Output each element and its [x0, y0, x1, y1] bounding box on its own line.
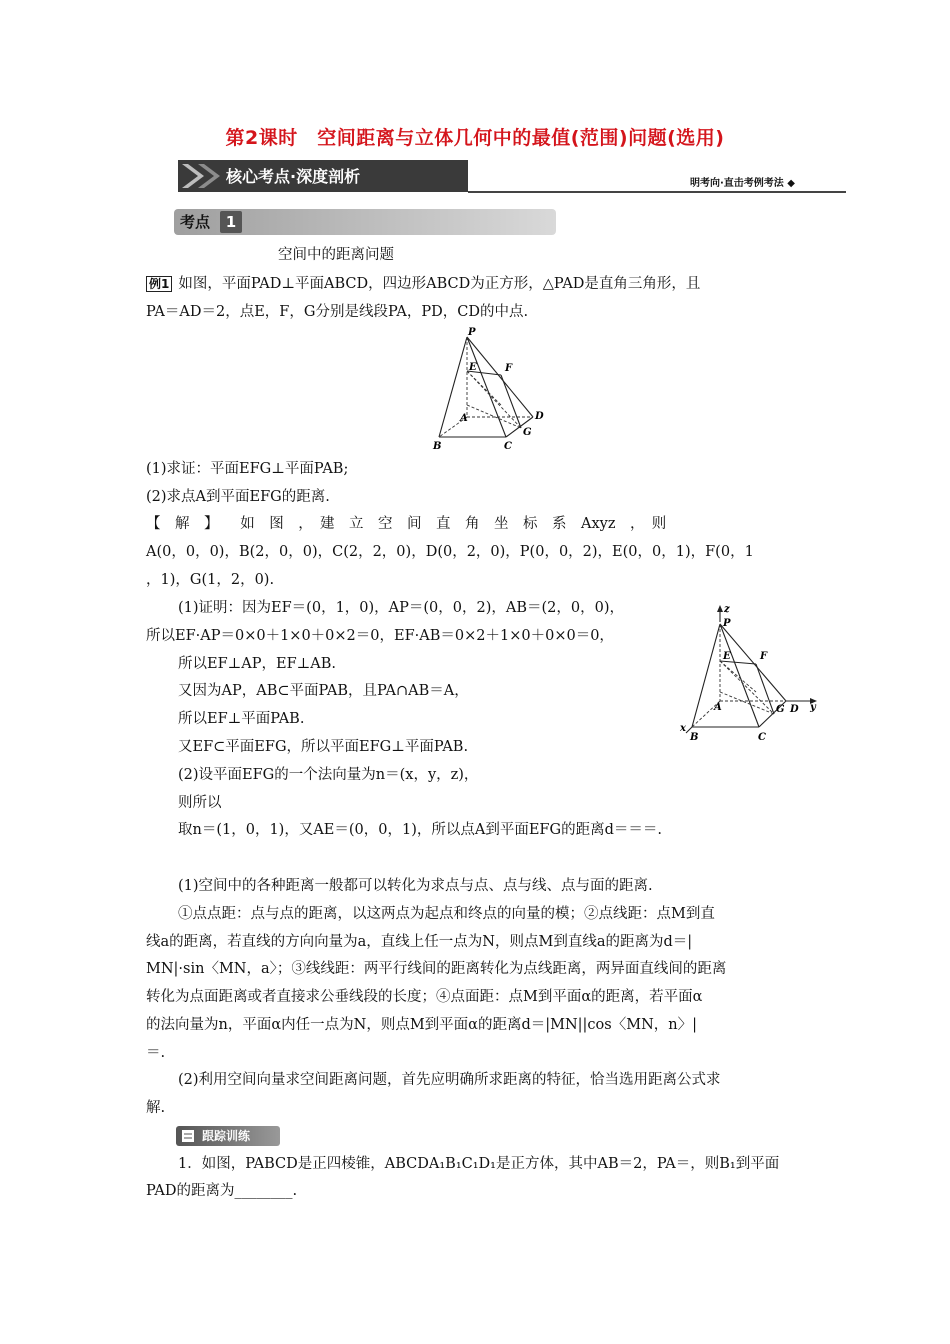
fig1-label-C: C [504, 441, 512, 452]
practice-q1a: 1．如图，PABCD是正四棱锥，ABCDA₁B₁C₁D₁是正方体，其中AB＝2，PA＝，则B₁到平面 [178, 1156, 780, 1172]
solution-p2: 所以EF·AP＝0×0＋1×0＋0×2＝0，EF·AB＝0×2＋1×0＋0×0＝0， [146, 628, 614, 644]
fig1-label-D: D [535, 411, 544, 422]
fig2-label-A: A [714, 702, 722, 713]
summary-s3: 线a的距离，若直线的方向向量为a，直线上任一点为N，则点M到直线a的距离为d＝| [146, 934, 693, 950]
solution-p3: 所以EF⊥AP，EF⊥AB. [178, 656, 337, 672]
fig1-label-P: P [468, 327, 476, 338]
summary-s5: 转化为点面距离或者直接求公垂线段的长度；④点面距：点M到平面α的距离，若平面α [146, 989, 703, 1005]
fig1-label-E: E [469, 362, 477, 373]
example-badge: 例1 [146, 276, 172, 292]
solution-line-1: 【 解 】 如 图 ， 建 立 空 间 直 角 坐 标 系 Axyz ， 则 [146, 516, 667, 532]
fig2-label-x: x [680, 723, 686, 734]
notebook-icon [181, 1129, 197, 1143]
fig2-label-G: G [776, 704, 785, 715]
example-q1: (1)求证：平面EFG⊥平面PAB; [146, 461, 349, 477]
practice-q1b: PAD的距离为________. [146, 1183, 298, 1199]
banner-text: 核心考点·深度剖析 [226, 167, 361, 186]
fig2-label-E: E [723, 651, 731, 662]
summary-s2: ①点点距：点与点的距离，以这两点为起点和终点的向量的模；②点线距：点M到直 [178, 906, 715, 922]
solution-p9: 取n＝(1，0，1)，又AE＝(0，0，1)，所以点A到平面EFG的距离d＝＝＝. [178, 822, 662, 838]
fig1-label-G: G [523, 427, 532, 438]
summary-s1: (1)空间中的各种距离一般都可以转化为求点与点、点与线、点与面的距离. [178, 878, 653, 894]
kaodian-topic: 空间中的距离问题 [278, 247, 394, 263]
summary-s4: MN|·sin〈MN，a〉；③线线距：两平行线间的距离转化为点线距离，两异面直线间的距离 [146, 961, 727, 977]
solution-line-2: A(0，0，0)，B(2，0，0)，C(2，2，0)，D(0，2，0)，P(0，0，2)，E(0，0，1)，F(0，1 [146, 544, 754, 560]
example-line-2: PA＝AD＝2，点E，F，G分别是线段PA，PD，CD的中点. [146, 304, 529, 320]
fig1-label-A: A [460, 413, 468, 424]
summary-s8: (2)利用空间向量求空间距离问题，首先应明确所求距离的特征，恰当选用距离公式求 [178, 1072, 721, 1088]
solution-p5: 所以EF⊥平面PAB. [178, 711, 305, 727]
summary-s7: ＝. [146, 1045, 166, 1061]
solution-p6: 又EF⊂平面EFG，所以平面EFG⊥平面PAB. [178, 739, 469, 755]
practice-label: 跟踪训练 [176, 1126, 280, 1146]
pyramid-figure [425, 325, 555, 455]
fig1-label-B: B [433, 441, 442, 452]
fig1-label-F: F [505, 363, 513, 374]
kaodian-number: 1 [220, 211, 242, 233]
page-title: 第2课时 空间距离与立体几何中的最值(范围)问题(选用) [225, 127, 725, 149]
solution-p4: 又因为AP，AB⊂平面PAB，且PA∩AB＝A， [178, 683, 469, 699]
coordinate-figure [678, 602, 823, 747]
banner-rule [468, 191, 846, 193]
solution-p7: (2)设平面EFG的一个法向量为n＝(x，y，z)， [178, 767, 479, 783]
solution-p8: 则所以 [178, 795, 222, 811]
banner-subtitle: 明考向·直击考例考法 ◆ [690, 178, 795, 189]
fig2-label-z: z [724, 604, 730, 615]
example-line-1: 例1 如图，平面PAD⊥平面ABCD，四边形ABCD为正方形，△PAD是直角三角形，且 [146, 274, 806, 294]
fig2-label-P: P [723, 618, 731, 629]
solution-p1: (1)证明：因为EF＝(0，1，0)，AP＝(0，0，2)，AB＝(2，0，0)， [178, 600, 625, 616]
solution-line-3: ，1)，G(1，2，0). [146, 572, 275, 588]
fig2-label-y: y [810, 702, 816, 713]
kaodian-label: 考点 [180, 213, 211, 231]
summary-s9: 解. [146, 1100, 166, 1116]
fig2-label-C: C [758, 732, 766, 743]
fig2-label-F: F [760, 651, 768, 662]
fig2-label-B: B [690, 732, 699, 743]
summary-s6: 的法向量为n，平面α内任一点为N，则点M到平面α的距离d＝|MN||cos〈MN，n〉| [146, 1017, 697, 1033]
example-q2: (2)求点A到平面EFG的距离. [146, 489, 330, 505]
fig2-label-D: D [790, 704, 799, 715]
